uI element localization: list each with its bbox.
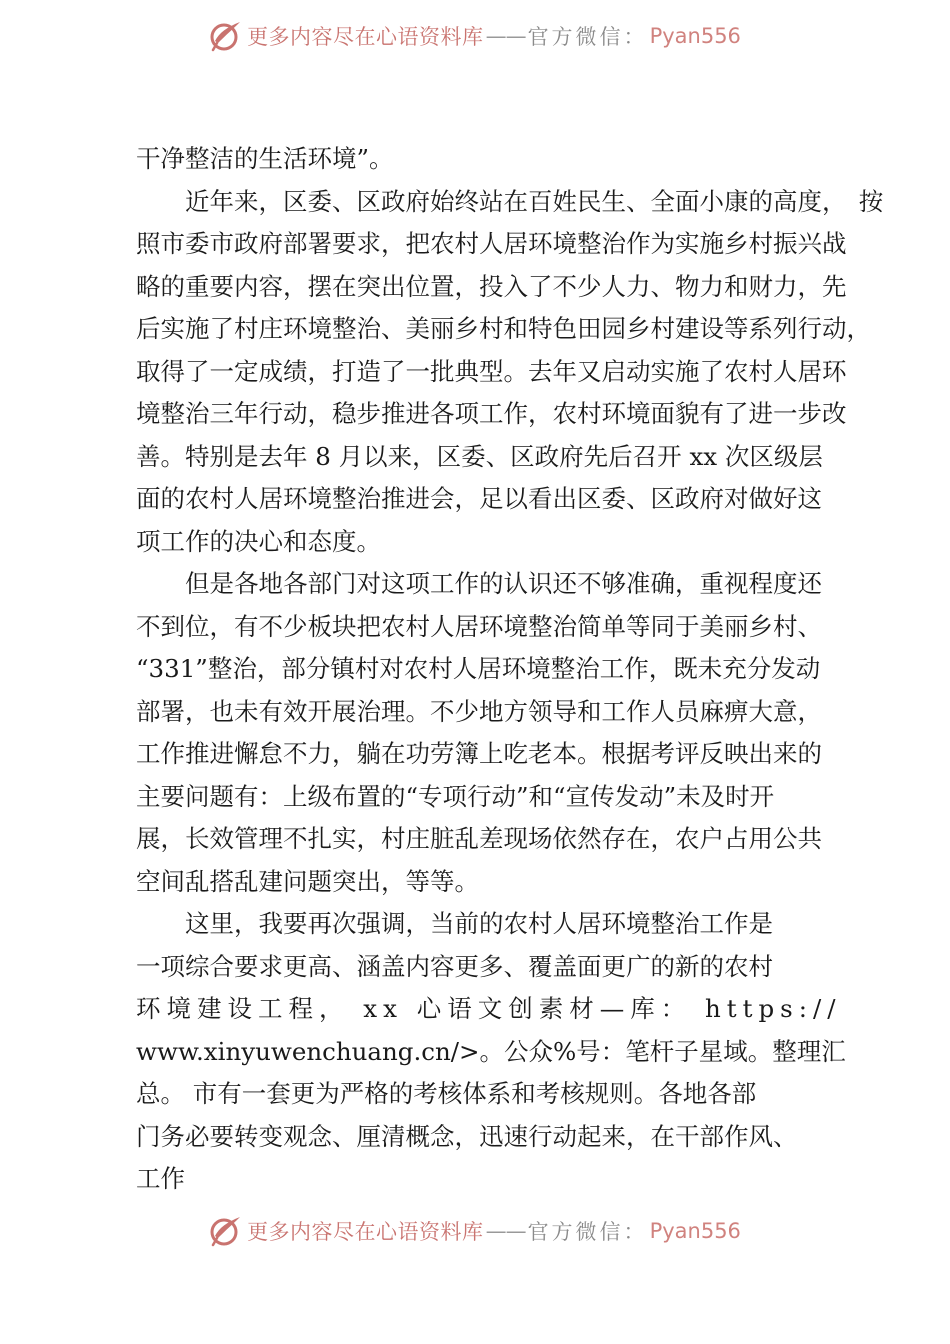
text-line: 环境建设工程， xx 心语文创素材—库： https:// (136, 994, 842, 1023)
text-line: 项工作的决心和态度。 (136, 526, 381, 556)
text-line: 这里，我要再次强调，当前的农村人居环境整治工作是 (185, 909, 773, 938)
banner-separator: —— (485, 1219, 526, 1243)
banner-separator: —— (485, 24, 526, 48)
text-line: 面的农村人居环境整治推进会，足以看出区委、区政府对做好这 (136, 484, 822, 513)
text-line: 展，长效管理不扎实，村庄脏乱差现场依然存在，农户占用公共 (136, 824, 822, 853)
text-line: 工作推进懈怠不力，躺在功劳簿上吃老本。根据考评反映出来的 (136, 739, 822, 768)
text-line: www.xinyuwenchuang.cn/>。公众%号：笔杆子星域。整理汇 (136, 1036, 846, 1066)
header-watermark-banner (0, 16, 950, 56)
banner-slogan: 更多内容尽在心语资料库 (247, 1220, 484, 1244)
text-line: 空间乱搭乱建问题突出，等等。 (136, 866, 479, 896)
text-line: 工作 (136, 1164, 185, 1193)
banner-wechat-id: Pyan556 (649, 1219, 741, 1243)
text-line: 照市委市政府部署要求，把农村人居环境整治作为实施乡村振兴战 (136, 229, 847, 258)
quill-logo-icon (209, 1214, 243, 1248)
banner-wechat-label: 官方微信： (527, 1220, 648, 1244)
text-line: 门务必要转变观念、厘清概念，迅速行动起来，在干部作风、 (136, 1121, 798, 1151)
text-line: 取得了一定成绩，打造了一批典型。去年又启动实施了农村人居环 (136, 356, 847, 386)
banner-slogan: 更多内容尽在心语资料库 (247, 25, 484, 49)
text-line: 善。特别是去年 8 月以来，区委、区政府先后召开 xx 次区级层 (136, 441, 823, 471)
banner-wechat-label: 官方微信： (527, 25, 648, 49)
text-line: 主要问题有：上级布置的“专项行动”和“宣传发动”未及时开 (136, 781, 775, 811)
text-line: 部署，也未有效开展治理。不少地方领导和工作人员麻痹大意， (136, 696, 822, 726)
banner-wechat-id: Pyan556 (649, 24, 741, 48)
text-line: “331”整治，部分镇村对农村人居环境整治工作，既未充分发动 (136, 654, 821, 683)
text-line: 近年来，区委、区政府始终站在百姓民生、全面小康的高度， 按 (185, 186, 884, 216)
text-line: 不到位，有不少板块把农村人居环境整治简单等同于美丽乡村、 (136, 611, 822, 641)
text-line: 总。 市有一套更为严格的考核体系和考核规则。各地各部 (136, 1079, 757, 1108)
document-body (136, 138, 884, 1201)
footer-watermark-banner (0, 1211, 950, 1251)
text-line: 境整治三年行动，稳步推进各项工作，农村环境面貌有了进一步改 (136, 399, 847, 428)
text-line: 一项综合要求更高、涵盖内容更多、覆盖面更广的新的农村 (136, 951, 773, 981)
text-line: 略的重要内容，摆在突出位置，投入了不少人力、物力和财力，先 (136, 271, 847, 301)
text-line: 但是各地各部门对这项工作的认识还不够准确，重视程度还 (185, 569, 822, 598)
text-line: 干净整洁的生活环境”。 (136, 144, 394, 173)
quill-logo-icon (209, 19, 243, 53)
text-line: 后实施了村庄环境整治、美丽乡村和特色田园乡村建设等系列行动， (136, 314, 871, 343)
